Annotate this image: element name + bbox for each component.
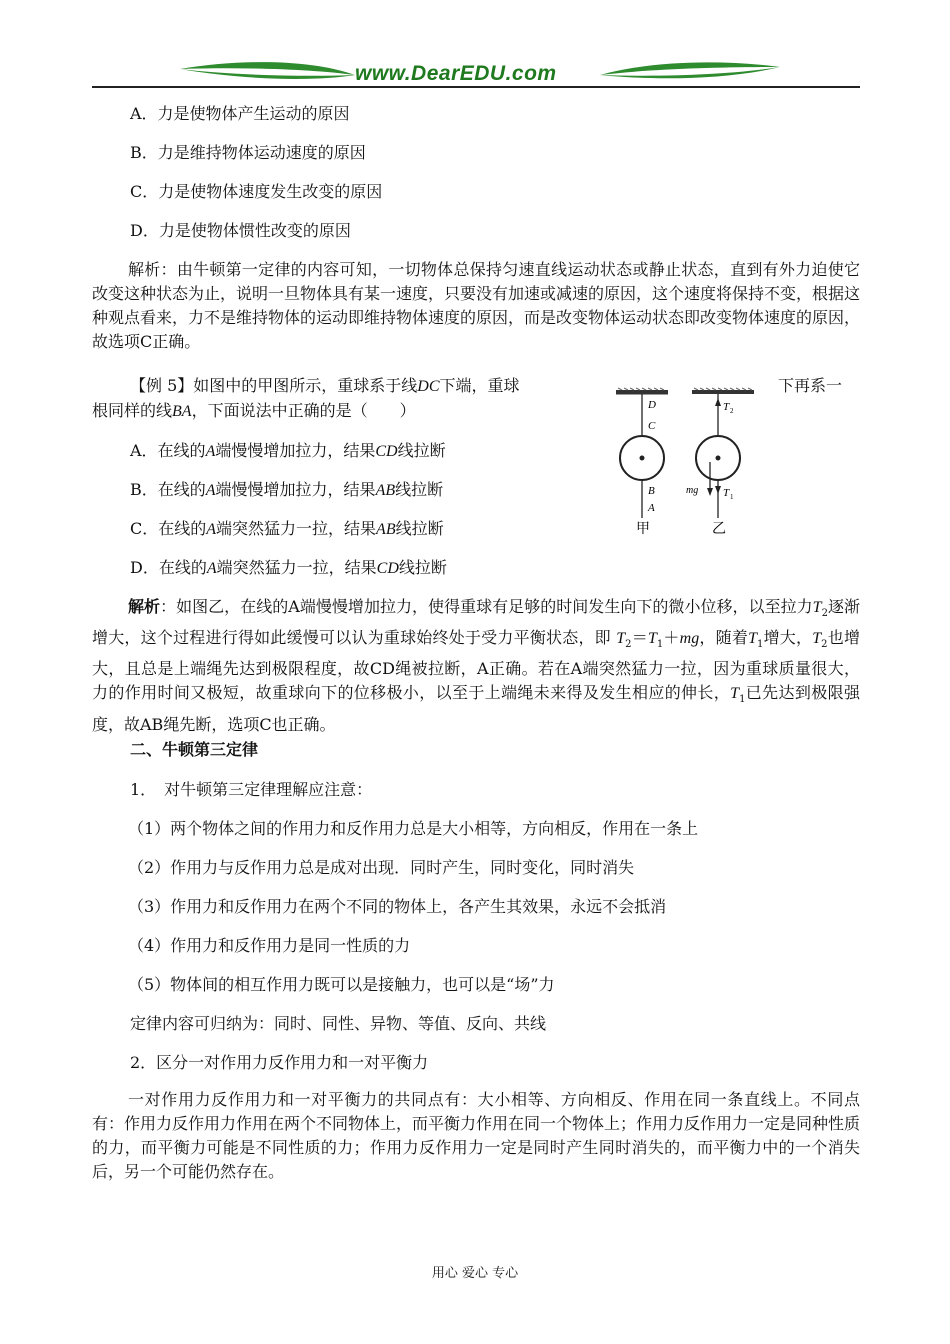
opt-pre: B．在线的 [130,480,206,499]
label-b: B [648,485,655,497]
mg-arrow-icon [707,488,713,496]
var-t: T [812,630,822,648]
point-4: （4）作用力和反作用力是同一性质的力 [128,936,411,955]
var-t: T [748,630,757,648]
opt-post: 线拉断 [395,519,444,538]
option-b: B．力是维持物体运动速度的原因 [130,143,366,162]
ceiling-left [616,388,668,394]
opt-var: CD [375,443,398,460]
analysis-text: ，随着 [699,628,749,648]
analysis-text: ：如图乙，在线的A端慢慢增加拉力，使得重球有足够的时间发生向下的微小位移，以至拉力 [160,597,813,616]
opt-pre: C．在线的 [130,519,207,538]
item-1: 1． 对牛顿第三定律理解应注意： [130,780,373,799]
ceiling-right [692,388,754,394]
opt-post: 线拉断 [395,480,444,499]
example-5-line-2 [92,401,416,422]
t1-arrow-icon [715,486,721,494]
example-5-option-d [130,558,447,579]
analysis-paragraph-2 [92,595,860,737]
caption-jia: 甲 [636,521,650,537]
final-paragraph: 一对作用力反作用力和一对平衡力的共同点有：大小相等、方向相反、作用在同一条直线上。不同点有：作用力反作用力作用在两个不同物体上，而平衡力作用在同一个物体上；作用力反作用力一定是同种性质的力，而平衡力可能是不同性质的力；作用力反作用力一定是同时产生同时消失的，而平衡力中的一个消失后，另一个可能仍然存在。 [92,1090,861,1181]
option-a: A．力是使物体产生运动的原因 [130,104,350,123]
label-c: C [648,420,656,432]
opt-var: A [206,521,217,538]
sub-2: 2 [625,639,632,651]
analysis-text: 也增大，且总是上端绳先达到极限程度，故CD绳被拉断，A正确。若在A端突然猛力一拉，因为重球质量很大，力的作用时间又极短，故重球向下的位移极小，以至于上端绳未来得及发生相应的伸长， [92,628,860,703]
point-1: （1）两个物体之间的作用力和反作用力总是大小相等，方向相反，作用在一条上 [128,819,699,838]
section-title: 二、牛顿第三定律 [130,740,259,759]
opt-var: A [205,482,216,499]
analysis-text: 已先达到极限强度，故AB绳先断，选项C也正确。 [92,683,860,734]
var-t: T [616,630,626,648]
example-5-var-ba: BA [172,403,192,420]
header-divider [92,86,860,88]
sub-1: 1 [757,639,764,651]
sub-1: 1 [656,639,664,651]
caption-yi: 乙 [712,521,726,537]
example-5-line-1 [130,376,520,397]
header-logo-text: www.DearEDU.com [355,62,557,85]
example-5-option-c [130,519,444,540]
opt-var: AB [376,521,396,538]
sub-2: 2 [821,639,828,651]
example-5-option-a [130,441,446,462]
point-3: （3）作用力和反作用力在两个不同的物体上，各产生其效果，永远不会抵消 [128,897,667,916]
opt-mid: 端慢慢增加拉力，结果 [215,480,376,499]
opt-mid: 端突然猛力一拉，结果 [216,519,377,538]
option-c: C．力是使物体速度发生改变的原因 [130,182,383,201]
opt-pre: D．在线的 [130,558,207,577]
example-5-text-c: 下再系一 [778,376,843,395]
opt-var: A [205,443,216,460]
analysis-label: 解析 [128,597,161,616]
label-t1: T [723,487,730,499]
plus-sign: ＋ [663,628,680,648]
footer-text: 用心 爱心 专心 [431,1266,519,1281]
analysis-text: 逐渐增大，这个过程进行得如此缓慢可以认为重球始终处于受力平衡状态，即 [92,597,860,648]
option-d: D．力是使物体惯性改变的原因 [130,221,351,240]
ball-left-center [640,456,645,461]
example-5-text-b: 下端，重球 [439,376,520,395]
example-5-text-d: 根同样的线 [92,401,173,420]
analysis-text: 增大， [763,628,813,648]
sub-1: 1 [739,694,746,706]
label-a: A [648,502,655,514]
label-d: D [648,399,656,411]
t2-arrow-icon [715,398,721,406]
label-t1-sub: 1 [730,493,734,501]
opt-var: AB [375,482,396,499]
example-5-option-b [130,480,443,501]
var-mg: mg [679,630,700,648]
var-t: T [812,599,822,616]
opt-mid: 端突然猛力一拉，结果 [216,558,377,577]
item-2: 2．区分一对作用力反作用力和一对平衡力 [130,1053,429,1072]
opt-pre: A．在线的 [130,441,206,460]
example-5-var-dc: DC [417,378,440,395]
example-5-text-e: ，下面说法中正确的是（ ） [191,401,416,420]
label-t2: T [723,401,730,413]
pendulum-figure [612,380,762,542]
point-5: （5）物体间的相互作用力既可以是接触力，也可以是“场”力 [128,975,555,994]
example-5-text-a: 【例 5】如图中的甲图所示，重球系于线 [130,376,418,395]
opt-post: 线拉断 [397,441,446,460]
equals-sign: ＝ [631,628,648,648]
ball-right-center [716,456,721,461]
summary-line: 定律内容可归纳为：同时、同性、异物、等值、反向、共线 [130,1014,547,1033]
opt-mid: 端慢慢增加拉力，结果 [215,441,376,460]
analysis-paragraph-1: 解析：由牛顿第一定律的内容可知，一切物体总保持匀速直线运动状态或静止状态，直到有外力迫使它改变这种状态为止，说明一旦物体具有某一速度，只要没有加速或减速的原因，这个速度将保持不变，根据这种观点看来，力不是维持物体的运动即维持物体速度的原因，而是改变物体运动状态即改变物体速度的原因，故选项C正确。 [92,260,861,351]
label-t2-sub: 2 [730,407,734,415]
var-t: T [730,685,740,703]
opt-var: A [206,560,217,577]
point-2: （2）作用力与反作用力总是成对出现．同时产生，同时变化，同时消失 [128,858,635,877]
var-t: T [647,630,657,648]
label-mg: mg [686,485,699,496]
opt-var: CD [376,560,399,577]
opt-post: 线拉断 [398,558,447,577]
sub-2: 2 [821,608,828,620]
